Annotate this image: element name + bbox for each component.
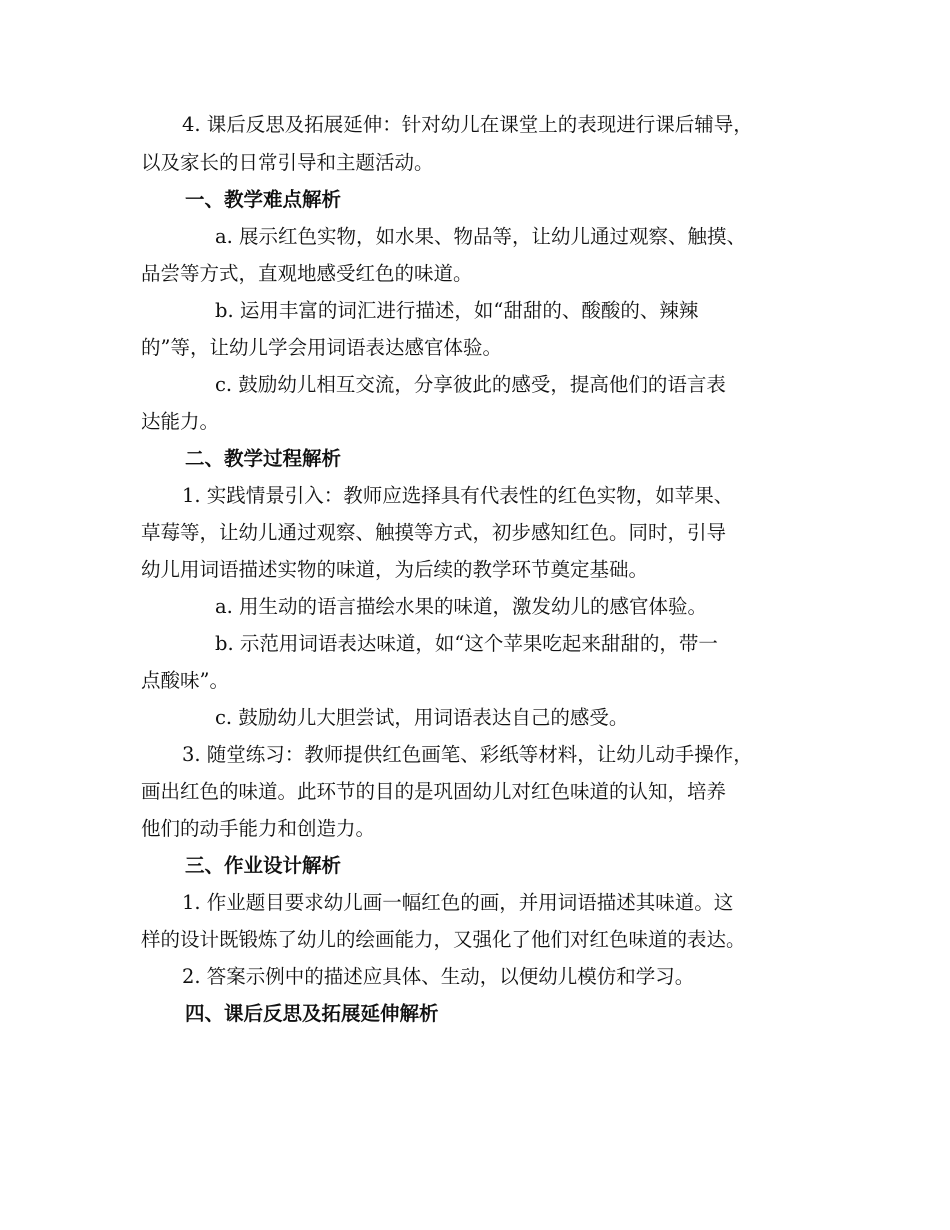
paragraph-line: 2. 答案示例中的描述应具体、生动，以便幼儿模仿和学习。 bbox=[182, 965, 695, 988]
paragraph-line: 幼儿用词语描述实物的味道，为后续的教学环节奠定基础。 bbox=[141, 558, 649, 581]
paragraph-line: 1. 实践情景引入：教师应选择具有代表性的红色实物，如苹果、 bbox=[182, 484, 734, 507]
paragraph-line: 1. 作业题目要求幼儿画一幅红色的画，并用词语描述其味道。这 bbox=[182, 891, 734, 914]
paragraph-line: c. 鼓励幼儿相互交流，分享彼此的感受，提高他们的语言表 bbox=[215, 373, 726, 396]
section-heading: 一、教学难点解析 bbox=[185, 188, 342, 211]
paragraph-line: a. 用生动的语言描绘水果的味道，激发幼儿的感官体验。 bbox=[215, 595, 708, 618]
paragraph-line: c. 鼓励幼儿大胆尝试，用词语表达自己的感受。 bbox=[215, 706, 629, 729]
section-heading: 三、作业设计解析 bbox=[185, 854, 342, 877]
paragraph-line: b. 示范用词语表达味道，如“这个苹果吃起来甜甜的，带一 bbox=[215, 632, 718, 655]
paragraph-line: 点酸味”。 bbox=[141, 669, 229, 692]
paragraph-line: b. 运用丰富的词汇进行描述，如“甜甜的、酸酸的、辣辣 bbox=[215, 299, 699, 322]
paragraph-line: 样的设计既锻炼了幼儿的绘画能力，又强化了他们对红色味道的表达。 bbox=[141, 928, 746, 951]
paragraph-line: 4. 课后反思及拓展延伸：针对幼儿在课堂上的表现进行课后辅导， bbox=[182, 113, 753, 136]
paragraph-line: 他们的动手能力和创造力。 bbox=[141, 817, 376, 840]
paragraph-line: 草莓等，让幼儿通过观察、触摸等方式，初步感知红色。同时，引导 bbox=[141, 521, 727, 544]
paragraph-line: 达能力。 bbox=[141, 410, 220, 433]
paragraph-line: 品尝等方式，直观地感受红色的味道。 bbox=[141, 262, 473, 285]
section-heading: 二、教学过程解析 bbox=[185, 447, 342, 470]
paragraph-line: 画出红色的味道。此环节的目的是巩固幼儿对红色味道的认知，培养 bbox=[141, 780, 727, 803]
section-heading: 四、课后反思及拓展延伸解析 bbox=[185, 1002, 439, 1025]
paragraph-line: 的”等，让幼儿学会用词语表达感官体验。 bbox=[141, 336, 502, 359]
paragraph-line: 以及家长的日常引导和主题活动。 bbox=[141, 151, 434, 174]
paragraph-line: a. 展示红色实物，如水果、物品等，让幼儿通过观察、触摸、 bbox=[215, 225, 747, 248]
paragraph-line: 3. 随堂练习：教师提供红色画笔、彩纸等材料，让幼儿动手操作， bbox=[182, 743, 753, 766]
